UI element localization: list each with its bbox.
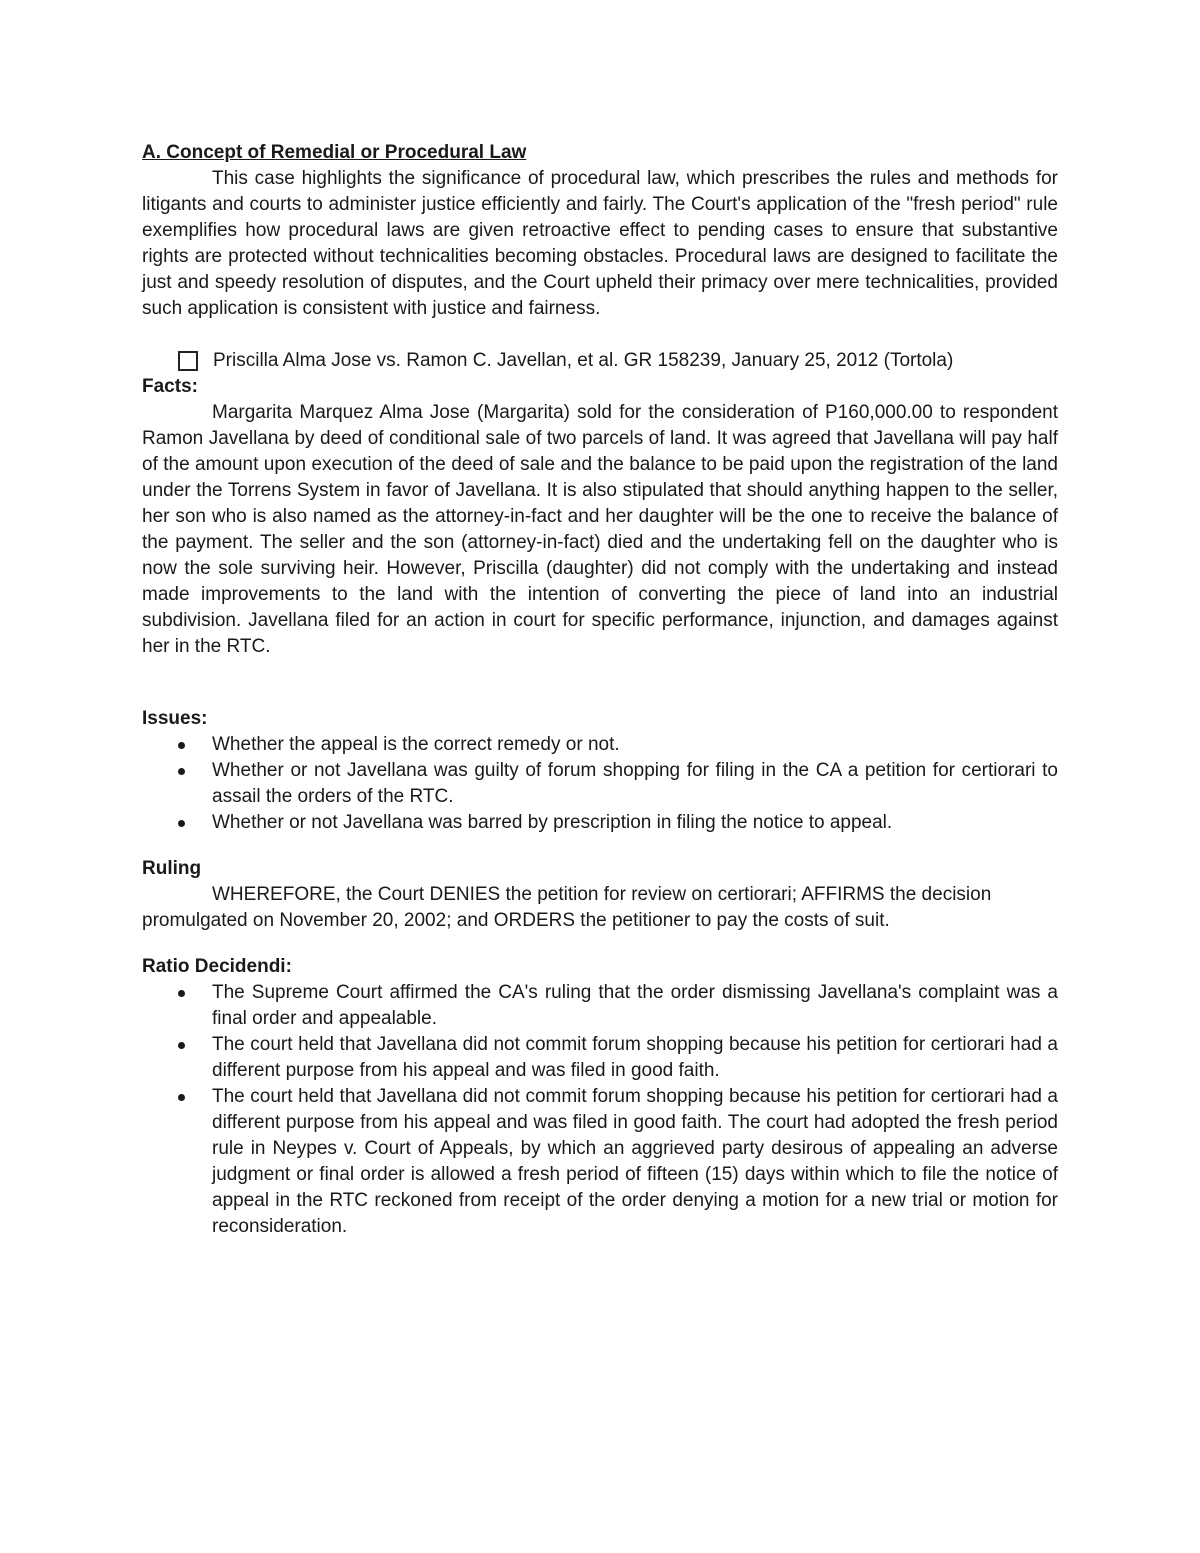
list-item: [142, 980, 1058, 1032]
bullet-icon: [178, 990, 185, 997]
facts-paragraph: Margarita Marquez Alma Jose (Margarita) sold for the consideration of P160,000.00 to respondent Ramon Javellana by deed of conditional sale of two parcels of land. It was agreed that Javellana will pay half of the amount upon execution of the deed of sale and the balance to be paid upon the registration of the land under the Torrens System in favor of Javellana. It is also stipulated that should anything happen to the seller, her son who is also named as the attorney-in-fact and her daughter will be the one to receive the balance of the payment. The seller and the son (attorney-in-fact) died and the undertaking fell on the daughter who is now the sole surviving heir. However, Priscilla (daughter) did not comply with the undertaking and instead made improvements to the land with the intention of converting the piece of land into an industrial subdivision. Javellana filed for an action in court for specific performance, injunction, and damages against her in the RTC.: [142, 402, 1058, 657]
issue-text: Whether or not Javellana was guilty of forum shopping for filing in the CA a petition for certiorari to assail the orders of the RTC.: [212, 760, 1058, 807]
ruling-paragraph: WHEREFORE, the Court DENIES the petition for review on certiorari; AFFIRMS the decision promulgated on November 20, 2002; and ORDERS the petitioner to pay the costs of suit.: [142, 884, 992, 931]
ratio-text: The Supreme Court affirmed the CA's ruling that the order dismissing Javellana's complaint was a final order and appealable.: [212, 982, 1058, 1029]
checkbox-icon[interactable]: [178, 351, 198, 371]
ratio-list: [142, 980, 1058, 1240]
issue-text: Whether or not Javellana was barred by prescription in filing the notice to appeal.: [212, 812, 893, 833]
section-title: A. Concept of Remedial or Procedural Law: [142, 142, 527, 163]
section-paragraph: This case highlights the significance of procedural law, which prescribes the rules and methods for litigants and courts to administer justice efficiently and fairly. The Court's application of the "fresh period" rule exemplifies how procedural laws are given retroactive effect to pending cases to ensure that substantive rights are protected without technicalities becoming obstacles. Procedural laws are designed to facilitate the just and speedy resolution of disputes, and the Court upheld their primacy over mere technicalities, provided such application is consistent with justice and fairness.: [142, 168, 1058, 319]
spacer: [142, 934, 1058, 954]
ruling-heading: Ruling: [142, 858, 202, 879]
spacer: [142, 660, 1058, 706]
bullet-icon: [178, 820, 185, 827]
list-item: [142, 1032, 1058, 1084]
facts-heading: Facts:: [142, 376, 198, 397]
ratio-text: The court held that Javellana did not commit forum shopping because his petition for certiorari had a different purpose from his appeal and was filed in good faith.: [212, 1034, 1058, 1081]
issues-heading: Issues:: [142, 708, 208, 729]
list-item: [142, 1084, 1058, 1240]
spacer: [142, 322, 1058, 348]
issues-list: [142, 732, 1058, 836]
bullet-icon: [178, 768, 185, 775]
case-heading: [142, 348, 1058, 374]
bullet-icon: [178, 742, 185, 749]
case-title: Priscilla Alma Jose vs. Ramon C. Javellan, et al. GR 158239, January 25, 2012 (Tortola): [213, 350, 954, 371]
list-item: [142, 758, 1058, 810]
list-item: [142, 732, 1058, 758]
spacer: [142, 836, 1058, 856]
ratio-text: The court held that Javellana did not commit forum shopping because his petition for certiorari had a different purpose from his appeal and was filed in good faith. The court had adopted the fresh period rule in Neypes v. Court of Appeals, by which an aggrieved party desirous of appealing an adverse judgment or final order is allowed a fresh period of fifteen (15) days within which to file the notice of appeal in the RTC reckoned from receipt of the order denying a motion for a new trial or motion for reconsideration.: [212, 1086, 1058, 1237]
document-page: [142, 140, 1058, 1240]
list-item: [142, 810, 1058, 836]
ratio-heading: Ratio Decidendi:: [142, 956, 292, 977]
bullet-icon: [178, 1094, 185, 1101]
issue-text: Whether the appeal is the correct remedy or not.: [212, 734, 620, 755]
bullet-icon: [178, 1042, 185, 1049]
